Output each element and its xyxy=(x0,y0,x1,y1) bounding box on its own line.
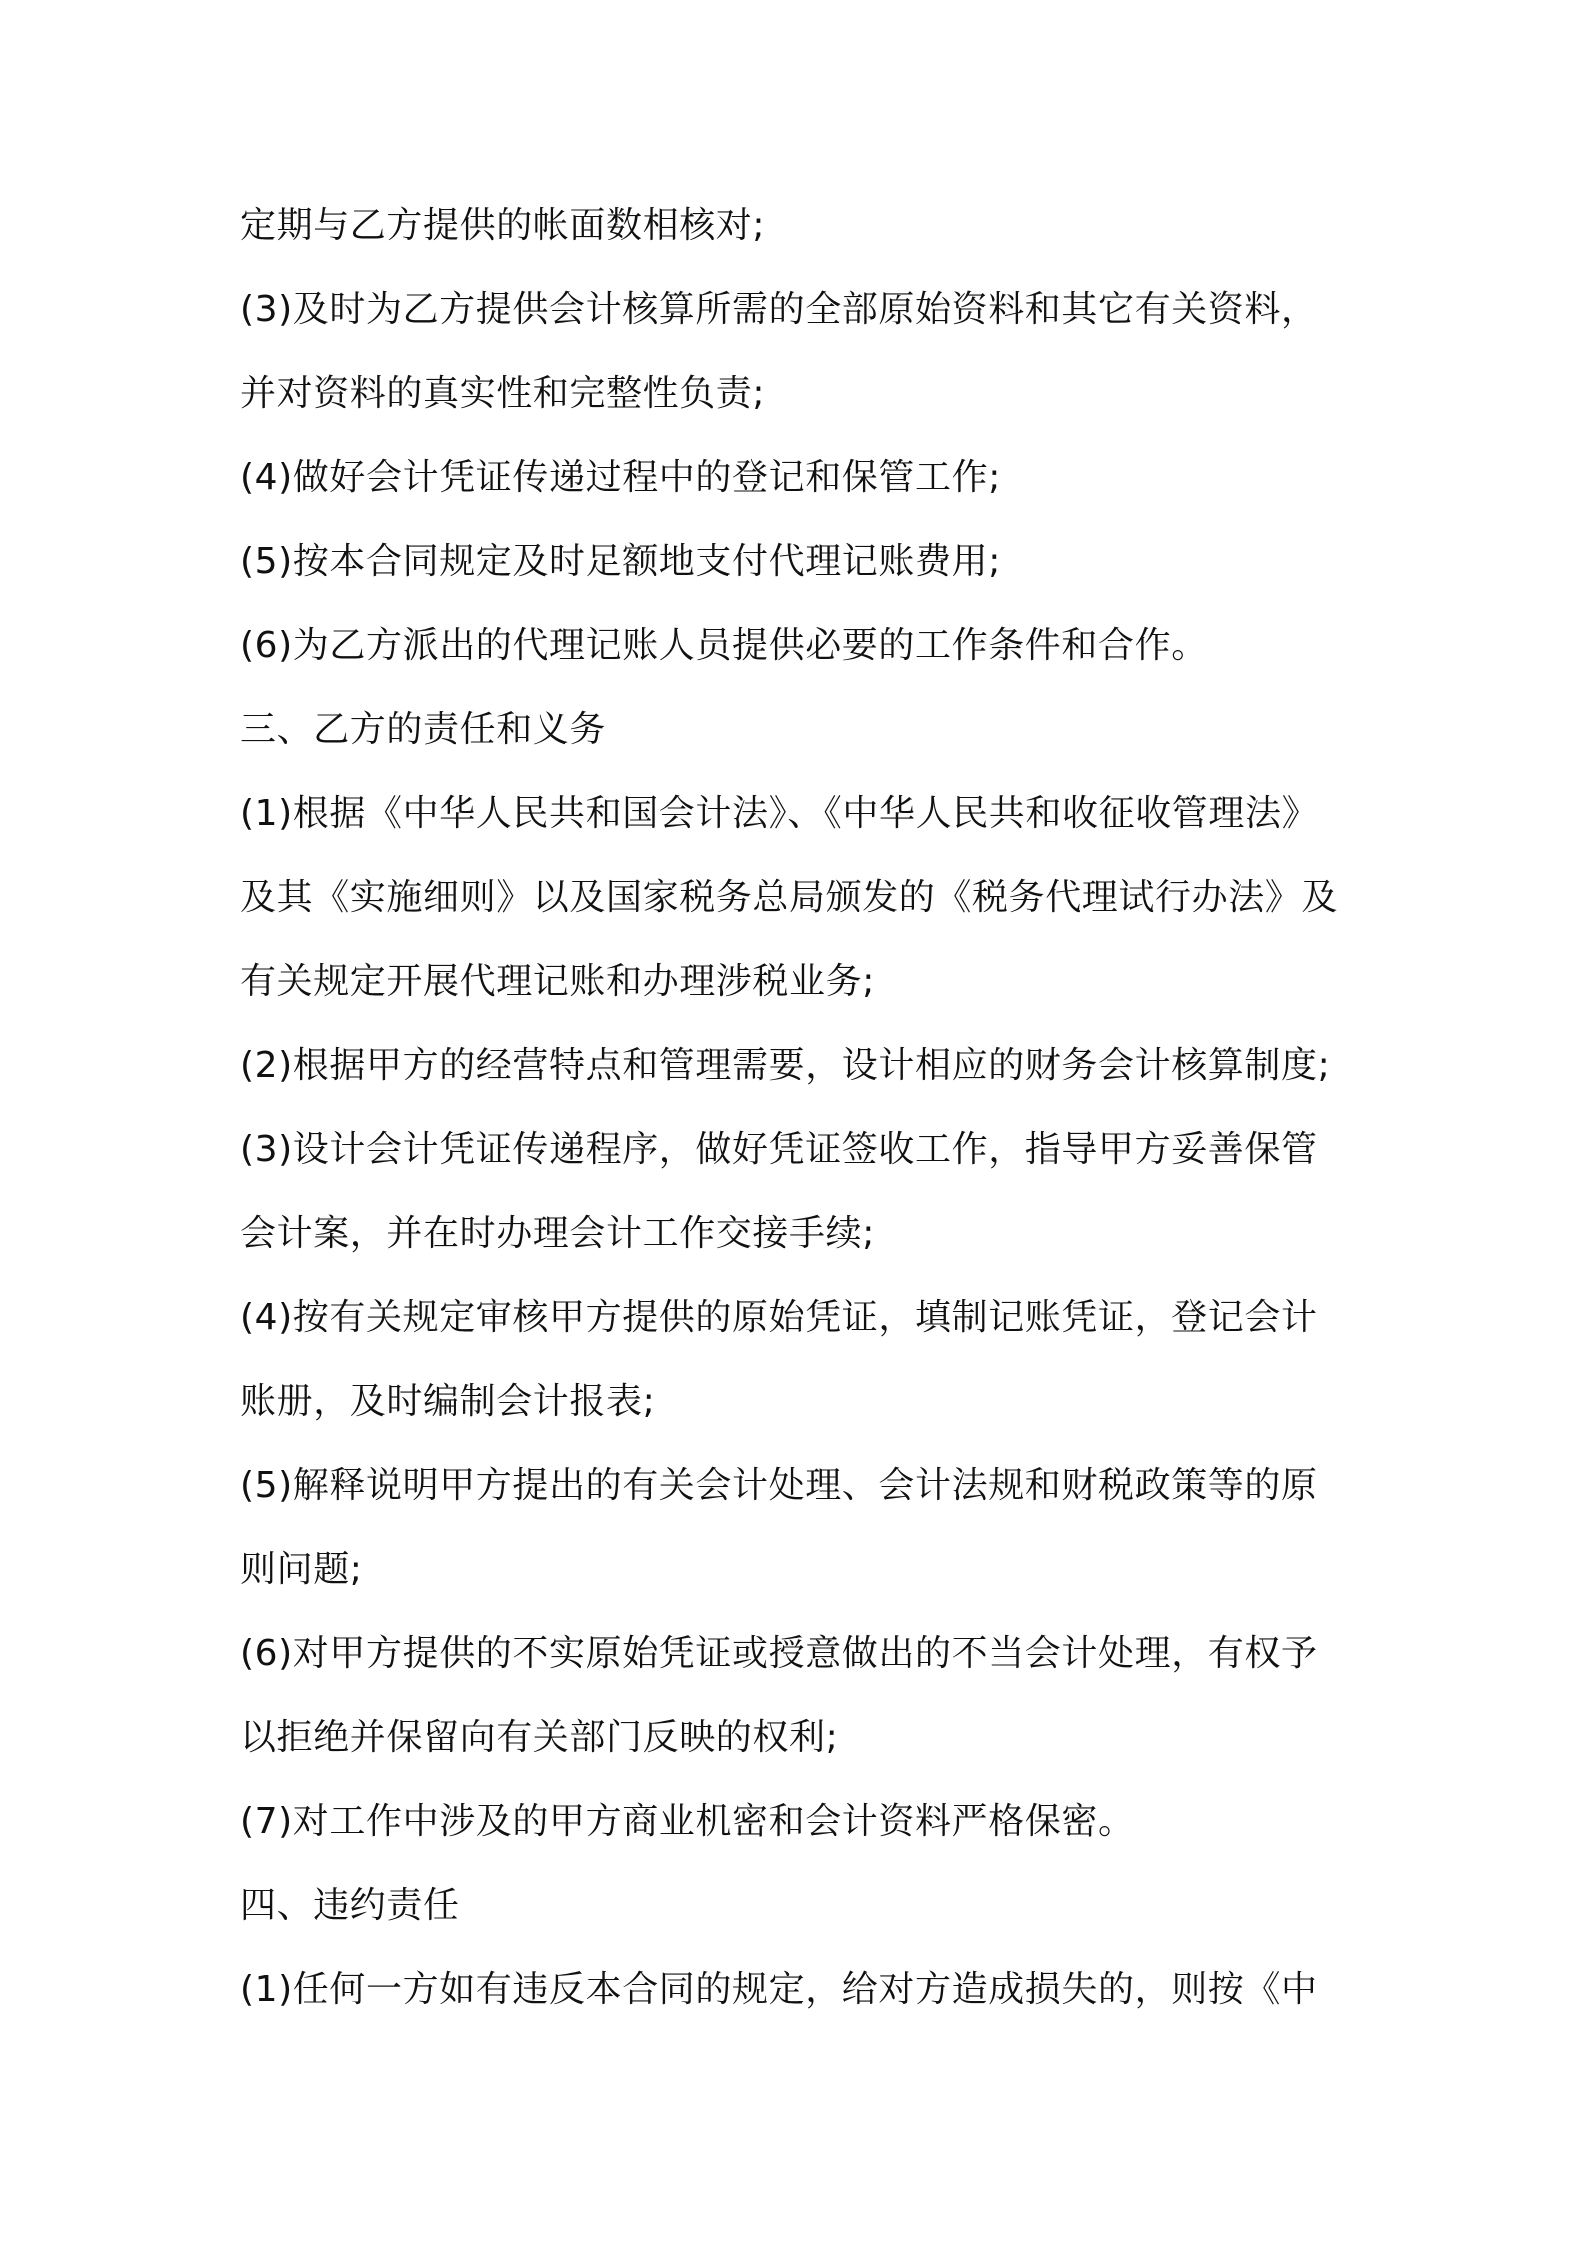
text-line: (3)设计会计凭证传递程序，做好凭证签收工作，指导甲方妥善保管 xyxy=(240,1129,1318,1170)
text-line: (6)为乙方派出的代理记账人员提供必要的工作条件和合作。 xyxy=(240,625,1208,666)
text-line: 并对资料的真实性和完整性负责; xyxy=(240,373,766,414)
text-line: 以拒绝并保留向有关部门反映的权利; xyxy=(240,1717,839,1758)
text-line: (7)对工作中涉及的甲方商业机密和会计资料严格保密。 xyxy=(240,1801,1135,1842)
text-line: (5)解释说明甲方提出的有关会计处理、会计法规和财税政策等的原 xyxy=(240,1465,1318,1506)
text-line: (1)任何一方如有违反本合同的规定，给对方造成损失的，则按《中 xyxy=(240,1969,1318,2010)
text-line: (1)根据《中华人民共和国会计法》、《中华人民共和收征收管理法》 xyxy=(240,793,1319,834)
text-line: (5)按本合同规定及时足额地支付代理记账费用; xyxy=(240,541,1001,582)
text-line: (4)按有关规定审核甲方提供的原始凭证，填制记账凭证，登记会计 xyxy=(240,1297,1318,1338)
section-heading: 三、乙方的责任和义务 xyxy=(240,709,607,750)
text-line: 定期与乙方提供的帐面数相核对; xyxy=(240,205,766,246)
text-line: (6)对甲方提供的不实原始凭证或授意做出的不当会计处理，有权予 xyxy=(240,1633,1318,1674)
text-line: (2)根据甲方的经营特点和管理需要，设计相应的财务会计核算制度; xyxy=(240,1045,1331,1086)
section-heading: 四、违约责任 xyxy=(240,1885,460,1926)
text-line: 账册，及时编制会计报表; xyxy=(240,1381,656,1422)
document-body xyxy=(240,196,1360,2044)
text-line: 有关规定开展代理记账和办理涉税业务; xyxy=(240,961,875,1002)
text-line: (4)做好会计凭证传递过程中的登记和保管工作; xyxy=(240,457,1001,498)
text-line: 及其《实施细则》以及国家税务总局颁发的《税务代理试行办法》及 xyxy=(240,877,1339,918)
text-line: (3)及时为乙方提供会计核算所需的全部原始资料和其它有关资料， xyxy=(240,289,1318,330)
text-line: 会计案，并在时办理会计工作交接手续; xyxy=(240,1213,875,1254)
text-line: 则问题; xyxy=(240,1549,363,1590)
